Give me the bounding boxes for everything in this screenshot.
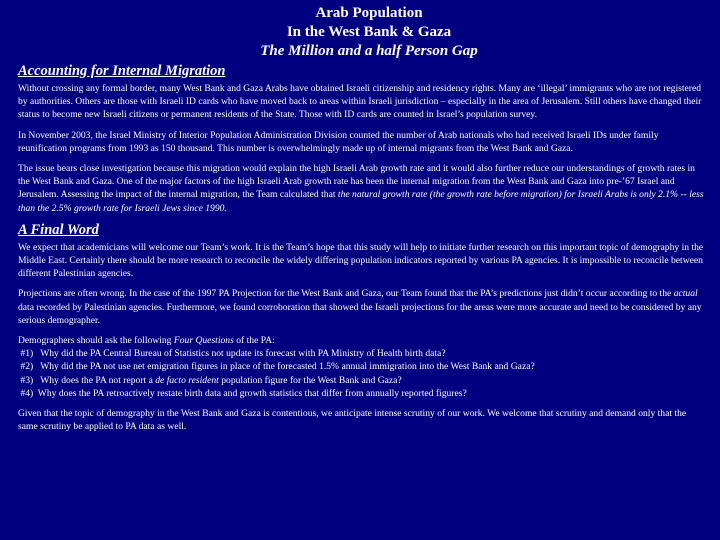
slide-title	[32, 4, 706, 61]
question-3-a: #3) Why does the PA not report a	[18, 374, 156, 386]
question-2: #2) Why did the PA not use net emigration figures in place of the forecasted 1.5% annual immigration into the West Bank and Gaza?	[18, 361, 535, 373]
paragraph-projections	[18, 287, 706, 327]
paragraph-academicians: We expect that academicians will welcome our Team’s work. It is the Team’s hope that this study will help to initiate further research on this important topic of demography in the Middle East. Certainly there should be more research to reconcile the widely differing population indicators reported by various PA agencies. It is impossible to reconcile between different Palestinian agencies.	[18, 241, 704, 280]
projections-actual: actual	[673, 288, 698, 300]
section-heading-internal-migration: Accounting for Internal Migration	[18, 63, 226, 79]
questions-intro	[18, 334, 706, 347]
growth-rate-text: The issue bears close investigation because this migration would explain the high Israeli Arab growth rate and it would also further reduce our understandings of growth rates in the West Bank and Gaza. One of the major factors of the high Israeli Arab growth rate has been the internal migration from the West Bank and Gaza into pre-’67 Israel and Jerusalem. Assessing the impact of the internal migration, the Team calculated that	[18, 163, 695, 201]
growth-rate-emphasis: the natural growth rate (the growth rate before migration) for Israeli Arabs is only 2.1% -- less than the 2.5% growth rate for Israeli Jews since 1990.	[18, 189, 704, 214]
questions-intro-a: Demographers should ask the following	[18, 335, 174, 347]
title-line-3: The Million and a half Person Gap	[260, 43, 478, 59]
question-3-de-facto: de facto resident	[155, 374, 219, 386]
projections-text-a: Projections are often wrong. In the case of the 1997 PA Projection for the West Bank and Gaza, our Team found that the PA’s predictions just didn’t occur according to the	[18, 288, 674, 300]
paragraph-citizenship: Without crossing any formal border, many West Bank and Gaza Arabs have obtained Israeli citizenship and residency rights. Many are ‘illegal’ immigrants who are not registered by authorities. Others are those with Israeli ID cards who have moved back to areas within Israeli jurisdiction – especially in the area of Jerusalem. Still others have changed their status to become new Israeli citizens or permanent residents of the State. Those with ID cards are counted in Israel’s population survey.	[18, 83, 702, 121]
projections-text-c: data recorded by Palestinian agencies. Furthermore, we found corroboration that showed the Israeli projections for the areas were more accurate and need to be considered by any serious demographer.	[18, 301, 702, 326]
section-heading-final-word: A Final Word	[18, 221, 99, 238]
questions-intro-four: Four Questions	[173, 335, 234, 347]
paragraph-closing: Given that the topic of demography in the West Bank and Gaza is contentious, we anticipate intense scrutiny of our work. We welcome that scrutiny and demand only that the same scrutiny be applied to PA data as well.	[18, 408, 687, 433]
question-3	[18, 374, 706, 387]
title-line-1: Arab Population	[315, 5, 423, 21]
title-line-2: In the West Bank & Gaza	[286, 24, 452, 40]
question-3-c: population figure for the West Bank and Gaza?	[218, 374, 402, 386]
question-4: #4) Why does the PA retroactively restate birth data and growth statistics that differ from annually reported figures?	[18, 387, 467, 399]
paragraph-growth-rate	[18, 162, 706, 215]
questions-block	[18, 334, 706, 400]
question-1: #1) Why did the PA Central Bureau of Statistics not update its forecast with PA Ministry of Health birth data?	[18, 348, 446, 360]
paragraph-november-2003: In November 2003, the Israel Ministry of Interior Population Administration Division counted the number of Arab nationals who had received Israeli IDs under family reunification programs from 1993 as 150 thousand. This number is overwhelmingly made up of internal migrants from the West Bank and Gaza.	[18, 129, 659, 154]
questions-intro-c: of the PA:	[233, 335, 275, 347]
